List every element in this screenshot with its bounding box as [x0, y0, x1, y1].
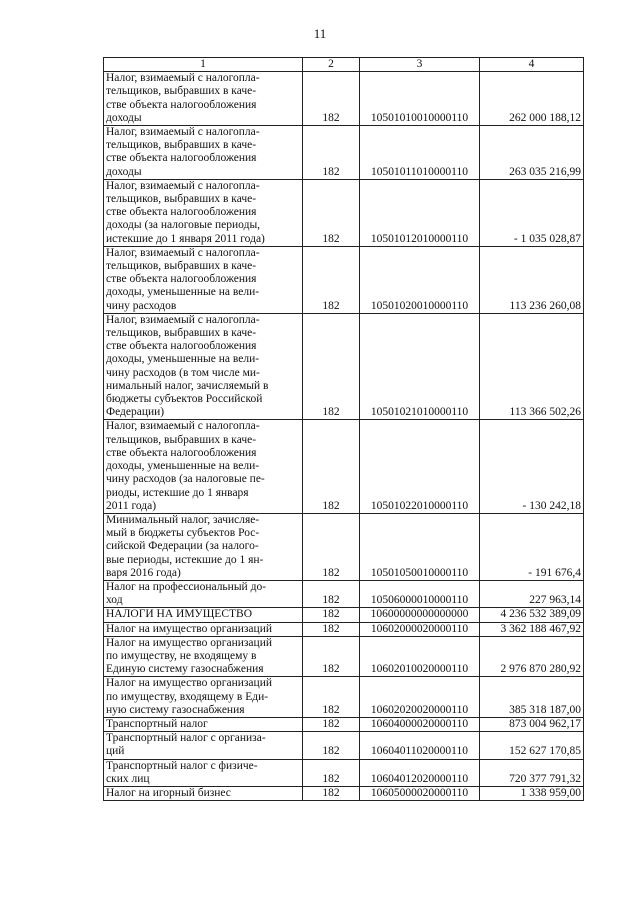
table-row: [104, 622, 584, 636]
row-amount-cell: 1 338 959,00: [480, 786, 584, 800]
row-kbk-code-cell: 10600000000000000: [360, 608, 480, 622]
row-admin-code-cell: 182: [303, 513, 360, 580]
table-row: [104, 717, 584, 731]
row-admin-code-cell: 182: [303, 179, 360, 246]
column-header-2: 2: [303, 58, 360, 72]
column-header-4: 4: [480, 58, 584, 72]
table-row: [104, 126, 584, 180]
row-kbk-code-cell: 10501020010000110: [360, 246, 480, 313]
row-admin-code-cell: 182: [303, 622, 360, 636]
row-name-cell: Транспортный налог с физиче- ских лиц: [104, 759, 303, 786]
column-header-1: 1: [104, 58, 303, 72]
row-kbk-code-cell: 10602020020000110: [360, 677, 480, 718]
row-admin-code-cell: 182: [303, 786, 360, 800]
row-admin-code-cell: 182: [303, 580, 360, 607]
budget-table-body: [104, 58, 584, 801]
page-number: 11: [313, 26, 327, 41]
table-row: [104, 759, 584, 786]
row-name-cell: НАЛОГИ НА ИМУЩЕСТВО: [104, 608, 303, 622]
row-kbk-code-cell: 10602000020000110: [360, 622, 480, 636]
row-kbk-code-cell: 10501011010000110: [360, 126, 480, 180]
row-kbk-code-cell: 10506000010000110: [360, 580, 480, 607]
row-name-cell: Налог на профессиональный до- ход: [104, 580, 303, 607]
row-admin-code-cell: 182: [303, 636, 360, 677]
table-row: [104, 72, 584, 126]
row-kbk-code-cell: 10604012020000110: [360, 759, 480, 786]
row-amount-cell: 263 035 216,99: [480, 126, 584, 180]
table-row: [104, 732, 584, 759]
row-amount-cell: 113 236 260,08: [480, 246, 584, 313]
table-row: [104, 179, 584, 246]
row-amount-cell: - 130 242,18: [480, 420, 584, 513]
row-amount-cell: 227 963,14: [480, 580, 584, 607]
row-name-cell: Налог, взимаемый с налогопла- тельщиков, выбравших в каче- стве объекта налогообложения доходы: [104, 126, 303, 180]
row-kbk-code-cell: 10604011020000110: [360, 732, 480, 759]
row-amount-cell: 720 377 791,32: [480, 759, 584, 786]
row-admin-code-cell: 182: [303, 72, 360, 126]
row-admin-code-cell: 182: [303, 759, 360, 786]
row-admin-code-cell: 182: [303, 677, 360, 718]
row-amount-cell: 113 366 502,26: [480, 313, 584, 420]
row-name-cell: Налог на имущество организаций по имуществу, не входящему в Единую систему газоснабжения: [104, 636, 303, 677]
row-admin-code-cell: 182: [303, 313, 360, 420]
row-kbk-code-cell: 10605000020000110: [360, 786, 480, 800]
table-row: [104, 786, 584, 800]
row-name-cell: Налог на игорный бизнес: [104, 786, 303, 800]
row-amount-cell: - 191 676,4: [480, 513, 584, 580]
table-row: [104, 608, 584, 622]
row-admin-code-cell: 182: [303, 420, 360, 513]
row-name-cell: Налог, взимаемый с налогопла- тельщиков, выбравших в каче- стве объекта налогообложения доходы, уменьшенные на вели- чину расходов (в том числе ми- нимальный налог, зачисляемый в бюджеты субъектов Российской Федерации): [104, 313, 303, 420]
row-amount-cell: - 1 035 028,87: [480, 179, 584, 246]
row-name-cell: Транспортный налог с организа- ций: [104, 732, 303, 759]
row-name-cell: Налог, взимаемый с налогопла- тельщиков, выбравших в каче- стве объекта налогообложения доходы, уменьшенные на вели- чину расходов (за налоговые пе- риоды, истекшие до 1 января 2011 года): [104, 420, 303, 513]
row-kbk-code-cell: 10501021010000110: [360, 313, 480, 420]
table-row: [104, 420, 584, 513]
row-amount-cell: 2 976 870 280,92: [480, 636, 584, 677]
row-admin-code-cell: 182: [303, 732, 360, 759]
table-header-row: [104, 58, 584, 72]
row-kbk-code-cell: 10501010010000110: [360, 72, 480, 126]
row-kbk-code-cell: 10602010020000110: [360, 636, 480, 677]
row-name-cell: Налог на имущество организаций: [104, 622, 303, 636]
row-amount-cell: 873 004 962,17: [480, 717, 584, 731]
row-kbk-code-cell: 10501022010000110: [360, 420, 480, 513]
row-name-cell: Налог на имущество организаций по имуществу, входящему в Еди- ную систему газоснабжения: [104, 677, 303, 718]
row-amount-cell: 3 362 188 467,92: [480, 622, 584, 636]
table-row: [104, 580, 584, 607]
table-row: [104, 677, 584, 718]
row-name-cell: Налог, взимаемый с налогопла- тельщиков, выбравших в каче- стве объекта налогообложения доходы, уменьшенные на вели- чину расходов: [104, 246, 303, 313]
row-kbk-code-cell: 10501012010000110: [360, 179, 480, 246]
row-name-cell: Налог, взимаемый с налогопла- тельщиков, выбравших в каче- стве объекта налогообложения доходы (за налоговые периоды, истекшие до 1 января 2011 года): [104, 179, 303, 246]
column-header-3: 3: [360, 58, 480, 72]
row-amount-cell: 152 627 170,85: [480, 732, 584, 759]
row-amount-cell: 262 000 188,12: [480, 72, 584, 126]
row-name-cell: Налог, взимаемый с налогопла- тельщиков, выбравших в каче- стве объекта налогообложения доходы: [104, 72, 303, 126]
budget-table: [103, 57, 584, 801]
row-kbk-code-cell: 10604000020000110: [360, 717, 480, 731]
row-admin-code-cell: 182: [303, 246, 360, 313]
table-row: [104, 636, 584, 677]
row-kbk-code-cell: 10501050010000110: [360, 513, 480, 580]
row-amount-cell: 4 236 532 389,09: [480, 608, 584, 622]
row-admin-code-cell: 182: [303, 608, 360, 622]
row-name-cell: Минимальный налог, зачисляе- мый в бюджеты субъектов Рос- сийской Федерации (за налого- вые периоды, истекшие до 1 ян- варя 2016 года): [104, 513, 303, 580]
row-amount-cell: 385 318 187,00: [480, 677, 584, 718]
table-row: [104, 313, 584, 420]
row-admin-code-cell: 182: [303, 126, 360, 180]
row-name-cell: Транспортный налог: [104, 717, 303, 731]
row-admin-code-cell: 182: [303, 717, 360, 731]
table-row: [104, 246, 584, 313]
table-row: [104, 513, 584, 580]
